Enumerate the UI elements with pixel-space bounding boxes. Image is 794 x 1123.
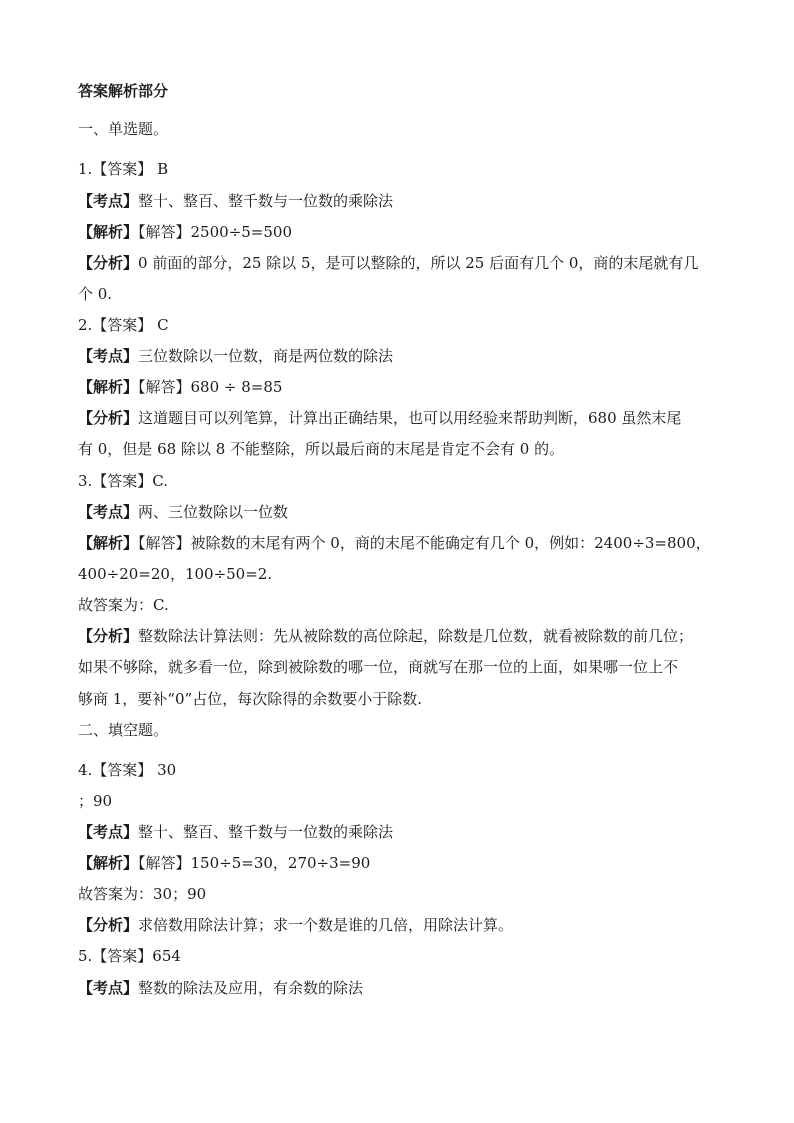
kaodian-label: 【考点】 xyxy=(78,979,139,997)
kaodian-label: 【考点】 xyxy=(78,503,139,521)
q2-jiexi xyxy=(78,376,724,398)
kaodian-label: 【考点】 xyxy=(78,823,139,841)
q3-fenxi-cont-2: 够商 1，要补“0”占位，每次除得的余数要小于除数. xyxy=(78,690,422,708)
jiexi-text: 【解答】150÷5=30，270÷3=90 xyxy=(138,854,371,872)
fenxi-text: 0 前面的部分，25 除以 5，是可以整除的，所以 25 后面有几个 0，商的末尾就有几 xyxy=(138,254,699,272)
q4-answer-cont: ；90 xyxy=(78,792,113,810)
section-fill-blank: 二、填空题。 xyxy=(78,721,169,739)
section-single-choice: 一、单选题。 xyxy=(78,120,169,138)
fenxi-text: 求倍数用除法计算；求一个数是谁的几倍，用除法计算。 xyxy=(138,916,514,934)
fenxi-text: 整数除法计算法则：先从被除数的高位除起，除数是几位数，就看被除数的前几位； xyxy=(138,627,694,645)
q3-kaodian xyxy=(78,501,724,523)
jiexi-text: 【解答】2500÷5=500 xyxy=(138,223,293,241)
fenxi-label: 【分析】 xyxy=(78,254,139,272)
jiexi-label: 【解析】 xyxy=(78,534,139,552)
q4-jiexi xyxy=(78,852,724,874)
kaodian-text: 整十、整百、整千数与一位数的乘除法 xyxy=(138,192,394,210)
kaodian-text: 整数的除法及应用，有余数的除法 xyxy=(138,979,364,997)
jiexi-label: 【解析】 xyxy=(78,378,139,396)
q3-jiexi xyxy=(78,532,724,554)
kaodian-text: 三位数除以一位数，商是两位数的除法 xyxy=(138,347,394,365)
fenxi-label: 【分析】 xyxy=(78,627,139,645)
q3-jiexi-cont: 400÷20=20，100÷50=2. xyxy=(78,565,273,583)
jiexi-label: 【解析】 xyxy=(78,223,139,241)
q5-kaodian xyxy=(78,977,724,999)
q1-kaodian xyxy=(78,190,724,212)
q2-kaodian xyxy=(78,345,724,367)
jiexi-text: 【解答】680 ÷ 8=85 xyxy=(138,378,283,396)
q4-kaodian xyxy=(78,821,724,843)
q3-answer: 3.【答案】C. xyxy=(78,472,169,490)
q1-fenxi xyxy=(78,252,724,274)
q1-answer: 1.【答案】 B xyxy=(78,160,169,178)
kaodian-text: 整十、整百、整千数与一位数的乘除法 xyxy=(138,823,394,841)
fenxi-label: 【分析】 xyxy=(78,409,139,427)
q1-fenxi-cont: 个 0. xyxy=(78,285,113,303)
kaodian-text: 两、三位数除以一位数 xyxy=(138,503,289,521)
q4-answer: 4.【答案】 30 xyxy=(78,761,177,779)
q3-gu-answer: 故答案为：C. xyxy=(78,596,169,614)
jiexi-text: 【解答】被除数的末尾有两个 0，商的末尾不能确定有几个 0，例如：2400÷3=800， xyxy=(138,534,711,552)
kaodian-label: 【考点】 xyxy=(78,192,139,210)
q4-fenxi xyxy=(78,914,724,936)
doc-title: 答案解析部分 xyxy=(78,82,169,100)
q2-fenxi-cont: 有 0，但是 68 除以 8 不能整除，所以最后商的末尾是肯定不会有 0 的。 xyxy=(78,440,565,458)
q2-fenxi xyxy=(78,407,724,429)
jiexi-label: 【解析】 xyxy=(78,854,139,872)
kaodian-label: 【考点】 xyxy=(78,347,139,365)
q5-answer: 5.【答案】654 xyxy=(78,947,181,965)
q3-fenxi xyxy=(78,625,724,647)
q4-gu-answer: 故答案为：30；90 xyxy=(78,885,207,903)
q3-fenxi-cont-1: 如果不够除，就多看一位，除到被除数的哪一位，商就写在那一位的上面，如果哪一位上不 xyxy=(78,658,679,676)
q1-jiexi xyxy=(78,221,724,243)
q2-answer: 2.【答案】 C xyxy=(78,316,169,334)
fenxi-text: 这道题目可以列笔算，计算出正确结果，也可以用经验来帮助判断，680 虽然末尾 xyxy=(138,409,682,427)
fenxi-label: 【分析】 xyxy=(78,916,139,934)
